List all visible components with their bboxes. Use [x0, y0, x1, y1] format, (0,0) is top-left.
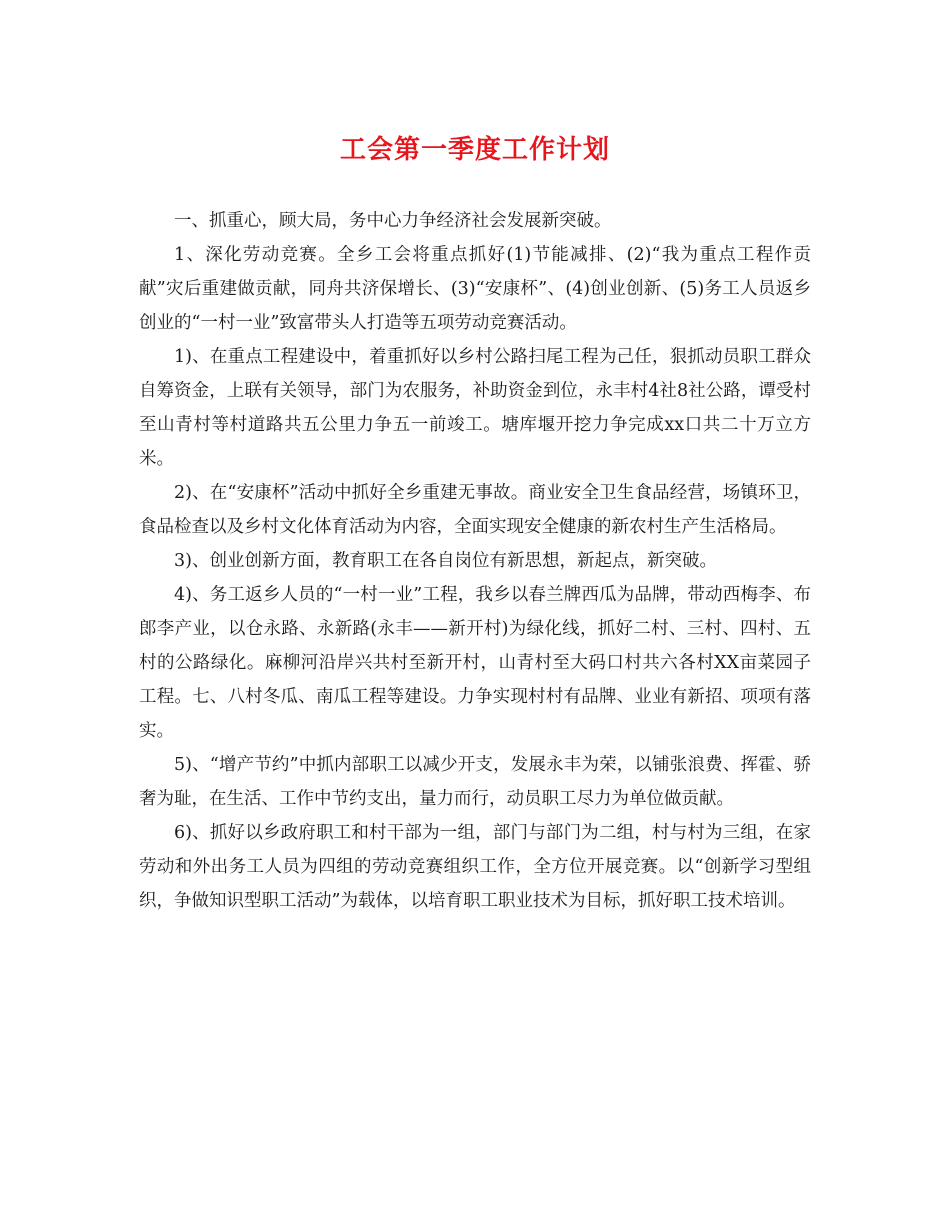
paragraph-subitem-2: 2)、在“安康杯”活动中抓好全乡重建无事故。商业安全卫生食品经营，场镇环卫，食品检查以及乡村文化体育活动为内容，全面实现安全健康的新农村生产生活格局。: [139, 483, 811, 537]
paragraph-section-heading: 一、抓重心，顾大局，务中心力争经济社会发展新突破。: [174, 211, 612, 231]
paragraph-subitem-4: 4)、务工返乡人员的“一村一业”工程，我乡以春兰牌西瓜为品牌，带动西梅李、布郎李产业，以仓永路、永新路(永丰——新开村)为绿化线，抓好二村、三村、四村、五村的公路绿化。麻柳河沿岸兴共村至新开村，山青村至大码口村共六各村XX亩菜园子工程。七、八村冬瓜、南瓜工程等建设。力争实现村村有品牌、业业有新招、项项有落实。: [139, 585, 811, 741]
paragraph-subitem-5: 5)、“增产节约”中抓内部职工以减少开支，发展永丰为荣，以铺张浪费、挥霍、骄奢为耻，在生活、工作中节约支出，量力而行，动员职工尽力为单位做贡献。: [139, 755, 811, 809]
paragraph-subitem-6: 6)、抓好以乡政府职工和村干部为一组，部门与部门为二组，村与村为三组，在家劳动和外出务工人员为四组的劳动竞赛组织工作，全方位开展竞赛。以“创新学习型组织，争做知识型职工活动”为载体，以培育职工职业技术为目标，抓好职工技术培训。: [139, 823, 811, 911]
document-body: [139, 204, 811, 918]
paragraph-subitem-3: 3)、创业创新方面，教育职工在各自岗位有新思想，新起点，新突破。: [174, 551, 717, 571]
paragraph-subitem-1: 1)、在重点工程建设中，着重抓好以乡村公路扫尾工程为己任，狠抓动员职工群众自筹资金，上联有关领导，部门为农服务，补助资金到位，永丰村4社8社公路，谭受村至山青村等村道路共五公里力争五一前竣工。塘库堰开挖力争完成xx口共二十万立方米。: [139, 347, 811, 469]
document-title: 工会第一季度工作计划: [339, 135, 610, 165]
paragraph-item-1: 1、深化劳动竞赛。全乡工会将重点抓好(1)节能减排、(2)“我为重点工程作贡献”灾后重建做贡献，同舟共济保增长、(3)“安康杯”、(4)创业创新、(5)务工人员返乡创业的“一村一业”致富带头人打造等五项劳动竞赛活动。: [139, 245, 811, 333]
